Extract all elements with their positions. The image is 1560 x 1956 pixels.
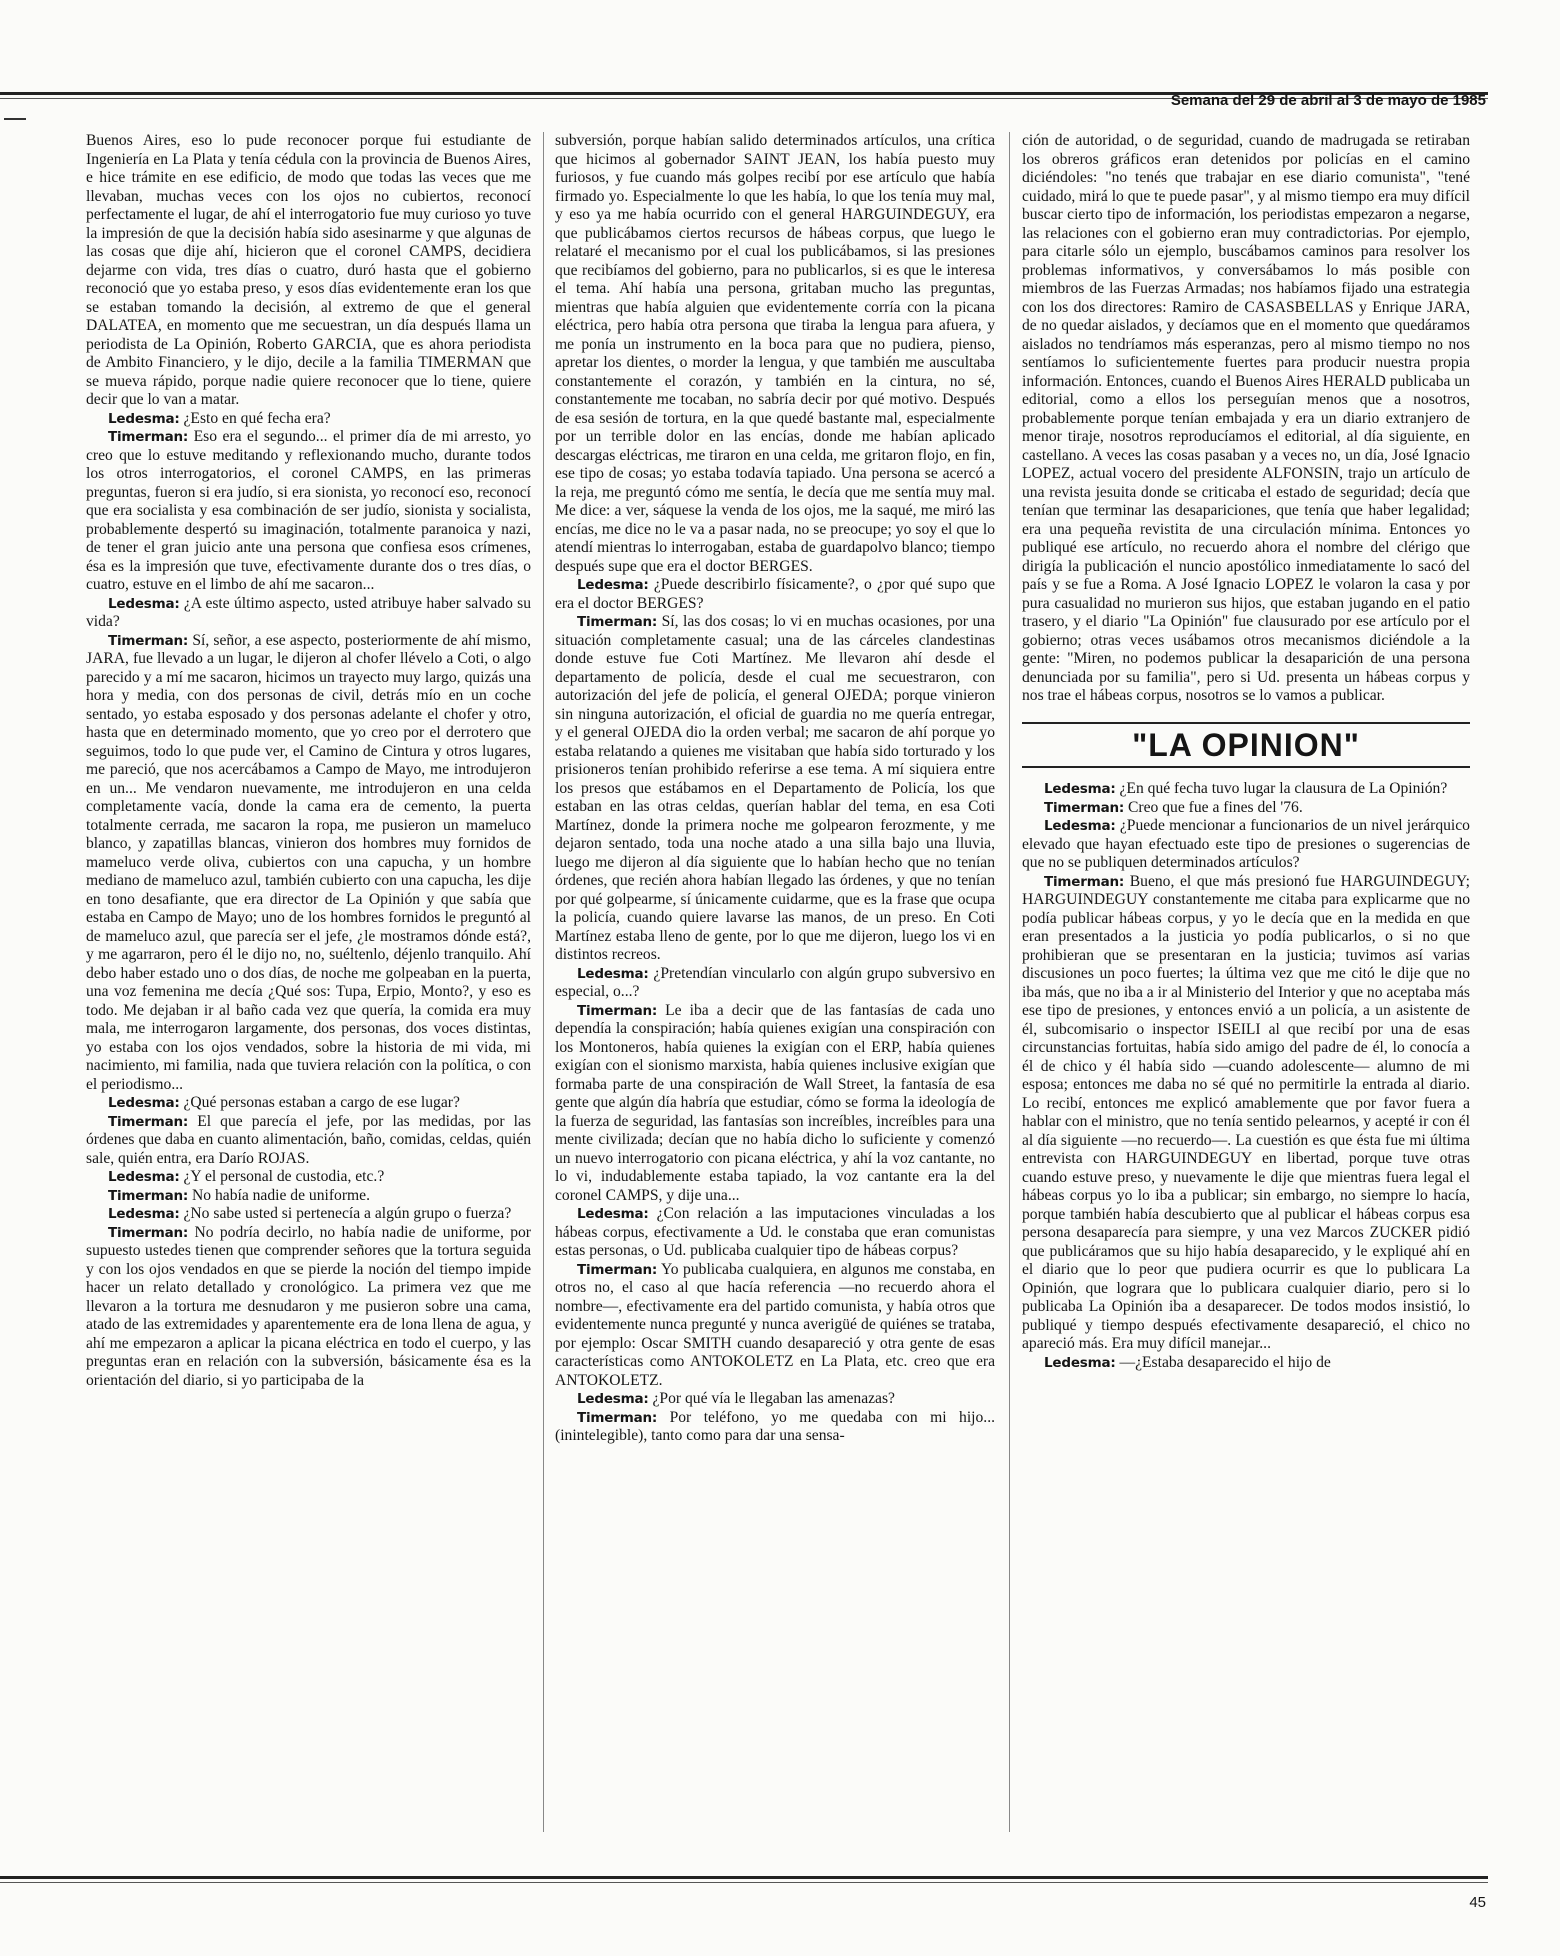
paragraph [555, 1205, 995, 1261]
speaker-label: Ledesma: [108, 410, 180, 427]
paragraph [555, 1261, 995, 1391]
speaker-label: Timerman: [577, 1002, 658, 1019]
column-2 [555, 132, 995, 1446]
speaker-label: Ledesma: [577, 577, 649, 593]
paragraph [86, 428, 531, 595]
section-rule [1022, 766, 1470, 768]
paragraph-text: No podría decirlo, no había nadie de uniforme, por supuesto ustedes tienen que comprender señores que la tortura seguida y con los ojos vendados en que se pierde la noción del tiempo impide hacer un relato detallado y cronológico. La primera vez que me llevaron a la tortura me desnudaron y me pusieron sobre una cama, atado de las extremidades y aparentemente era de lona llena de agua, y ahí me empezaron a aplicar la picana eléctrica en todo el cuerpo, y las preguntas eran en relación con la subversión, básicamente ésa es la orientación del diario, si yo participaba de la [86, 1223, 531, 1389]
paragraph-text: Sí, las dos cosas; lo vi en muchas ocasiones, por una situación completamente casual; una de las cárceles clandestinas donde estuve fue Coti Martínez. Me llevaron ahí desde el departamento de policía, desde el cual me secuestraron, con autorización del jefe de policía, el general OJEDA; porque vinieron sin ninguna autorización, el oficial de guardia no me quería entregar, y el general OJEDA dio la orden verbal; me sacaron de ahí porque yo estaba relatando a quienes me visitaban que había sido torturado y los prisioneros tenían prohibido referirse a ese tema. A mí siquiera entre los presos que estábamos en el Departamento de Policía, los que estaban en las otras celdas, querían hablar del tema, en esa Coti Martínez, donde la primera noche me golpearon ferozmente, y me dejaron sentado, toda una noche atado a una silla bajo una lluvia, luego me dijeron al día siguiente que lo habían hecho que no tenían órdenes, que recién ahora habían llegado las órdenes, y que no tenían por qué golpearme, sí únicamente cuidarme, que es la frase que ocupa la policía, cuando quiere lavarse las manos, de un preso. En Coti Martínez estaba lleno de gente, por lo que me dijeron, luego los vi en distintos recreos. [555, 613, 995, 963]
paragraph [1022, 1354, 1470, 1373]
paragraph-text: ¿Esto en qué fecha era? [183, 409, 331, 427]
paragraph-text: No había nadie de uniforme. [192, 1186, 370, 1204]
bottom-rule-thin [0, 1882, 1488, 1883]
paragraph-text: ¿Qué personas estaban a cargo de ese lugar? [183, 1094, 460, 1111]
paragraph [555, 132, 995, 576]
speaker-label: Ledesma: [577, 1206, 649, 1222]
paragraph-text: ¿A este último aspecto, usted atribuye haber salvado su vida? [86, 594, 531, 630]
paragraph [86, 595, 531, 632]
paragraph-text: Creo que fue a fines del '76. [1128, 798, 1303, 816]
paragraph [86, 1224, 531, 1391]
paragraph-text: ¿Puede describirlo físicamente?, o ¿por qué supo que era el doctor BERGES? [555, 576, 995, 612]
paragraph [86, 132, 531, 410]
paragraph-text: ¿Por qué vía le llegaban las amenazas? [652, 1390, 895, 1407]
speaker-label: Timerman: [108, 429, 189, 445]
paragraph-text: Por teléfono, yo me quedaba con mi hijo... (inintelegible), tanto como para dar una sensa- [555, 1408, 995, 1444]
paragraph-text: ción de autoridad, o de seguridad, cuando de madrugada se retiraban los obreros gráficos eran detenidos por policías en el camino diciéndoles: "no tenés que trabajar en ese diario comunista", "tené cuidado, mirá lo que te puede pasar", y al mismo tiempo era muy difícil buscar cierto tipo de información, los periodistas empezaron a negarse, las relaciones con el gobierno eran muy contradictorias. Por ejemplo, para citarle sólo un ejemplo, buscábamos caminos para resolver los problemas informativos, y conversábamos lo más posible con miembros de las Fuerzas Armadas; nos habíamos fijado una estrategia con los dos directores: Ramiro de CASASBELLAS y Enrique JARA, de no quedar aislados, y decíamos que en el momento que quedáramos aislados no tendríamos más esperanzas, pero al mismo tiempo no nos sentíamos lo suficientemente fuertes para producir nuestra propia información. Entonces, cuando el Buenos Aires HERALD publicaba un editorial, como a ellos los perseguían menos que a nosotros, probablemente porque tenían embajada y era un diario extranjero de menor tiraje, nosotros reproducíamos el editorial, al día siguiente, en castellano. A veces las cosas pasaban y a veces no, un día, José Ignacio LOPEZ, actual vocero del presidente ALFONSIN, trajo un artículo de una revista jesuita donde se criticaba el estado de seguridad; decía que tenían que terminar las desapariciones, que tenía que haber legalidad; era una pequeña revistita de una circulación mínima. Entonces yo publiqué ese artículo, no recuerdo ahora el nombre del clérigo que dirigía la publicación el nuncio apostólico inmediatamente lo sacó del país y se fue a Roma. A José Ignacio LOPEZ le volaron la casa y por pura casualidad no murieron sus hijos, que estaban jugando en el patio trasero, y el diario "La Opinión" fue clausurado por ese artículo por el gobierno; otras veces usábamos otros mecanismos diciéndole a la gente: "Miren, no podemos publicar la desaparición de una persona denunciada por su familia", pero si Ud. presenta un hábeas corpus y nos trae el hábeas corpus, nosotros se lo vamos a publicar. [1022, 132, 1470, 704]
paragraph [555, 965, 995, 1002]
speaker-label: Ledesma: [1044, 818, 1116, 834]
paragraph [86, 1187, 531, 1206]
paragraph [86, 632, 531, 1095]
paragraph [86, 410, 531, 429]
bottom-rule [0, 1876, 1488, 1879]
section-header [1022, 722, 1470, 769]
paragraph-text: subversión, porque habían salido determinados artículos, una crítica que hicimos al gobernador SAINT JEAN, los había puesto muy furiosos, y fue cuando más golpes recibí por ese artículo que había firmado yo. Especialmente lo que les había, lo que los tenía muy mal, y eso ya me había ocurrido con el general HARGUINDEGUY, era que publicábamos ciertos recursos de hábeas corpus, que luego le relataré el mecanismo por el cual los publicábamos, si las presiones que recibíamos del gobierno, para no publicarlos, si es que le interesa el tema. Ahí había una persona, gritaban mucho las preguntas, mientras que había alguien que evidentemente corría con la picana eléctrica, pero había otra persona que tiraba la lengua para afuera, y me ponía un instrumento en la boca para que no pudiera, pienso, apretar los dientes, o morder la lengua, y que también me auscultaba constantemente el corazón, y también en la cintura, no sé, constantemente me tocaban, no sabría decir por qué motivo. Después de esa sesión de tortura, en la que quedé bastante mal, especialmente por un terrible dolor en las encías, donde me habían aplicado descargas eléctricas, me tiraron en una celda, me gritaron flojo, en fin, ese tipo de cosas; yo estaba todavía tapiado. Una persona se acercó a la reja, me preguntó cómo me sentía, le decía que me sentía muy mal. Me dice: a ver, sáquese la venda de los ojos, me la saqué, me miró las encías, me dice no le va a pasar nada, no se preocupe; yo soy el que lo atendí mientras lo interrogaban, estaba de guardapolvo blanco; tiempo después supe que era el doctor BERGES. [555, 132, 995, 575]
paragraph [555, 613, 995, 965]
paragraph [86, 1168, 531, 1187]
paragraph [555, 1002, 995, 1206]
paragraph-text: Bueno, el que más presionó fue HARGUINDEGUY; HARGUINDEGUY constantemente me citaba para explicarme que no podía publicar hábeas corpus, y yo le decía que en la medida en que eran presentados a la justicia yo podía publicarlos, o si no que prohibieran que se presentaran en la justicia; tuvimos así varias discusiones un poco fuertes; la última vez que me citó le dije que no iba más, que no iba a ir al Ministerio del Interior y que no aceptaba más ese tipo de presiones, y entonces envió a un policía, a un asistente de él, subcomisario o inspector ISEILI al que recibí por una de esas circunstancias fortuitas, había sido amigo del padre de él, lo conocía a él de chico y él había sido —cuando adolescente— alumno de mi esposa; entonces me daba no sé qué no permitirle la entrada al diario. Lo recibí, entonces me explicó amablemente que por favor fuera a hablar con el ministro, que no tenía sentido pelearnos, y acepté ir con él al día siguiente —no recuerdo—. La cuestión es que ésta fue mi última entrevista con HARGUINDEGUY en libertad, porque tuve otras cuando estuve preso, y nuevamente le dije que mientras fuera legal el hábeas corpus yo lo iba a publicar; sin embargo, no siempre lo hacía, porque también había descubierto que al publicar el hábeas corpus esa persona desaparecía para siempre, y una vez Marcos ZUCKER pidió que publicáramos que su hijo había desaparecido, y le expliqué ahí en el diario que lo peor que pudiera ocurrir es que lo publicara La Opinión, que lograra que lo publicara cualquier diario, pero si lo publicaba La Opinión iba a desaparecer. De todos modos insistió, lo publiqué y tiempo después efectivamente desapareció, el chico no apareció más. Era muy difícil manejar... [1022, 872, 1471, 1352]
paragraph [555, 1409, 995, 1446]
speaker-label: Ledesma: [108, 1206, 180, 1222]
paragraph-text: ¿En qué fecha tuvo lugar la clausura de La Opinión? [1119, 780, 1448, 797]
paragraph [1022, 873, 1470, 1354]
speaker-label: Timerman: [108, 1187, 189, 1204]
column-divider [1009, 132, 1010, 1832]
speaker-label: Ledesma: [1044, 781, 1116, 797]
margin-mark [4, 118, 26, 120]
speaker-label: Timerman: [577, 614, 658, 630]
speaker-label: Ledesma: [1044, 1354, 1116, 1371]
speaker-label: Timerman: [108, 1113, 189, 1130]
speaker-label: Ledesma: [108, 595, 180, 612]
paragraph-text: ¿Con relación a las imputaciones vinculadas a los hábeas corpus, efectivamente a Ud. le constaba que eran comunistas estas personas, o Ud. publicaba cualquier tipo de hábeas corpus? [555, 1205, 995, 1259]
speaker-label: Timerman: [108, 632, 189, 649]
paragraph-text: ¿Puede mencionar a funcionarios de un nivel jerárquico elevado que hayan efectuado este tipo de presiones o sugerencias de que no se publiquen determinados artículos? [1022, 817, 1470, 871]
paragraph [1022, 132, 1470, 706]
issue-date: Semana del 29 de abril al 3 de mayo de 1985 [1170, 92, 1486, 109]
paragraph [86, 1094, 531, 1113]
column-3-bottom [1022, 780, 1470, 1372]
speaker-label: Timerman: [1044, 873, 1125, 890]
speaker-label: Ledesma: [577, 1391, 649, 1407]
section-title: "LA OPINION" [1132, 726, 1360, 763]
column-3 [1022, 132, 1470, 1372]
speaker-label: Timerman: [108, 1224, 189, 1241]
paragraph [1022, 817, 1470, 873]
paragraph-text: ¿Y el personal de custodia, etc.? [183, 1168, 385, 1185]
paragraph-text: Eso era el segundo... el primer día de mi arresto, yo creo que lo estuve meditando y reflexionando mucho, durante todos los otros interrogatorios, el coronel CAMPS, en las primeras preguntas, fueron si era judío, si era sionista, yo reconocí eso, reconocí que era socialista y esa combinación de ser judío, sionista y socialista, probablemente despertó su imaginación, totalmente paranoica y nazi, de tener el gran juicio ante una persona que confiesa esos crímenes, ésa es la impresión que tuve, efectivamente durante dos o tres días, o cuatro, estuve en el limbo de ahí me sacaron... [86, 428, 531, 593]
paragraph [555, 1390, 995, 1409]
paragraph-text: ¿No sabe usted si pertenecía a algún grupo o fuerza? [183, 1205, 512, 1222]
paragraph [86, 1113, 531, 1169]
paragraph-text: Sí, señor, a ese aspecto, posteriormente de ahí mismo, JARA, fue llevado a un lugar, le dijeron al chofer llévelo a Coti, o algo parecido y a mí me sacaron, hicimos un trayecto muy largo, quizás una hora y media, con dos personas de civil, detrás mío en un coche sentado, yo estaba esposado y dos personas adelante el chofer y otro, hasta que en determinado momento, que yo creo por el derrotero que seguimos, todo lo que pude ver, el Camino de Cintura y otros lugares, me pareció, que nos acercábamos a Campo de Mayo, me introdujeron en un... Me vendaron nuevamente, me introdujeron en una celda completamente vacía, donde la cama era de cemento, la puerta totalmente cerrada, me sacaron la ropa, me pusieron un mameluco blanco, y zapatillas blancas, vinieron dos hombres muy fornidos de mameluco verde oliva, cubiertos con una capucha, y un hombre mediano de mameluco azul, también cubierto con una capucha, les dije en tono desafiante, que era director de La Opinión y que sabía que estaba en Campo de Mayo; uno de los hombres fornidos le preguntó al de mameluco azul, que parecía ser el jefe, ¿le mostramos dónde está?, y me agarraron, pero él le dijo no, no, suéltenlo, déjenlo tranquilo. Ahí debo haber estado uno o dos días, de noche me golpeaban en la puerta, una voz femenina me decía ¿Qué sos: Tupa, Erpio, Monto?, y eso es todo. Me dejaban ir al baño cada vez que quería, la comida era muy mala, me interrogaron largamente, dos personas, dos voces distintas, yo estaba con los ojos vendados, sobre la historia de mi vida, mi nacimiento, mi familia, nada que tuviera relación con la política, o con el periodismo... [86, 631, 531, 1093]
speaker-label: Timerman: [577, 1409, 658, 1426]
paragraph [1022, 799, 1470, 818]
paragraph [555, 576, 995, 613]
paragraph [86, 1205, 531, 1224]
column-divider [543, 132, 544, 1832]
paragraph-text: El que parecía el jefe, por las medidas, por las órdenes que daba en cuanto alimentación, baño, comidas, celdas, quién sale, quién entra, era Darío ROJAS. [86, 1112, 531, 1167]
page-number: 45 [1469, 1894, 1486, 1911]
speaker-label: Timerman: [577, 1261, 658, 1278]
column-1 [86, 132, 531, 1390]
speaker-label: Timerman: [1044, 799, 1125, 816]
column-3-top [1022, 132, 1470, 706]
speaker-label: Ledesma: [577, 965, 649, 982]
paragraph-text: ¿Pretendían vincularlo con algún grupo subversivo en especial, o...? [555, 964, 995, 1000]
paragraph-text: Yo publicaba cualquiera, en algunos me constaba, en otros no, el caso al que hacía referencia —no recuerdo ahora el nombre—, efectivamente era del partido comunista, y había otros que evidentemente nunca pregunté y nunca averigüé de quiénes se trataba, por ejemplo: Oscar SMITH cuando desapareció y otra gente de esas características como ANTOKOLETZ en La Plata, etc. creo que era ANTOKOLETZ. [555, 1260, 995, 1389]
paragraph-text: —¿Estaba desaparecido el hijo de [1119, 1353, 1331, 1371]
speaker-label: Ledesma: [108, 1095, 180, 1111]
paragraph-text: Buenos Aires, eso lo pude reconocer porque fui estudiante de Ingeniería en La Plata y tenía cédula con la provincia de Buenos Aires, e hice trámite en ese edificio, de modo que todas las veces que me llevaban, muchas veces con los ojos no cubiertos, reconocí perfectamente el lugar, de ahí el interrogatorio fue muy curioso yo tuve la impresión de que la decisión había sido asesinarme y que algunas de las cosas que dije ahí, hicieron que el coronel CAMPS, decidiera dejarme con vida, tres días o cuatro, duró hasta que el gobierno reconoció que yo estaba preso, y esos días evidentemente eran los que se estaban tomando la decisión, al extremo de que el general DALATEA, en momento que me secuestran, un día después llama un periodista de La Opinión, Roberto GARCIA, que es ahora periodista de Ambito Financiero, y le dijo, decile a la familia TIMERMAN que se mueva rápido, porque nadie quiere reconocer que lo tiene, quiere decir que lo van a matar. [86, 132, 531, 408]
paragraph-text: Le iba a decir que de las fantasías de cada uno dependía la conspiración; había quienes exigían una conspiración con los Montoneros, había quienes la exigían con el ERP, había quienes exigían con el sionismo marxista, había quienes inclusive exigían que formaba parte de una conspiración de Wall Street, la fantasía de esa gente que algún día habría que estudiar, cómo se forma la ideología de la fuerza de seguridad, las fantasías son increíbles, increíbles para una mente civilizada; decían que no había dicho lo suficiente y comenzó un nuevo interrogatorio con picana eléctrica, y ahí la voz cantante, no lo vi, indudablemente estaba tapiado, la voz cantante era la del coronel CAMPS, y dije una... [555, 1001, 995, 1204]
speaker-label: Ledesma: [108, 1169, 180, 1185]
paragraph [1022, 780, 1470, 799]
